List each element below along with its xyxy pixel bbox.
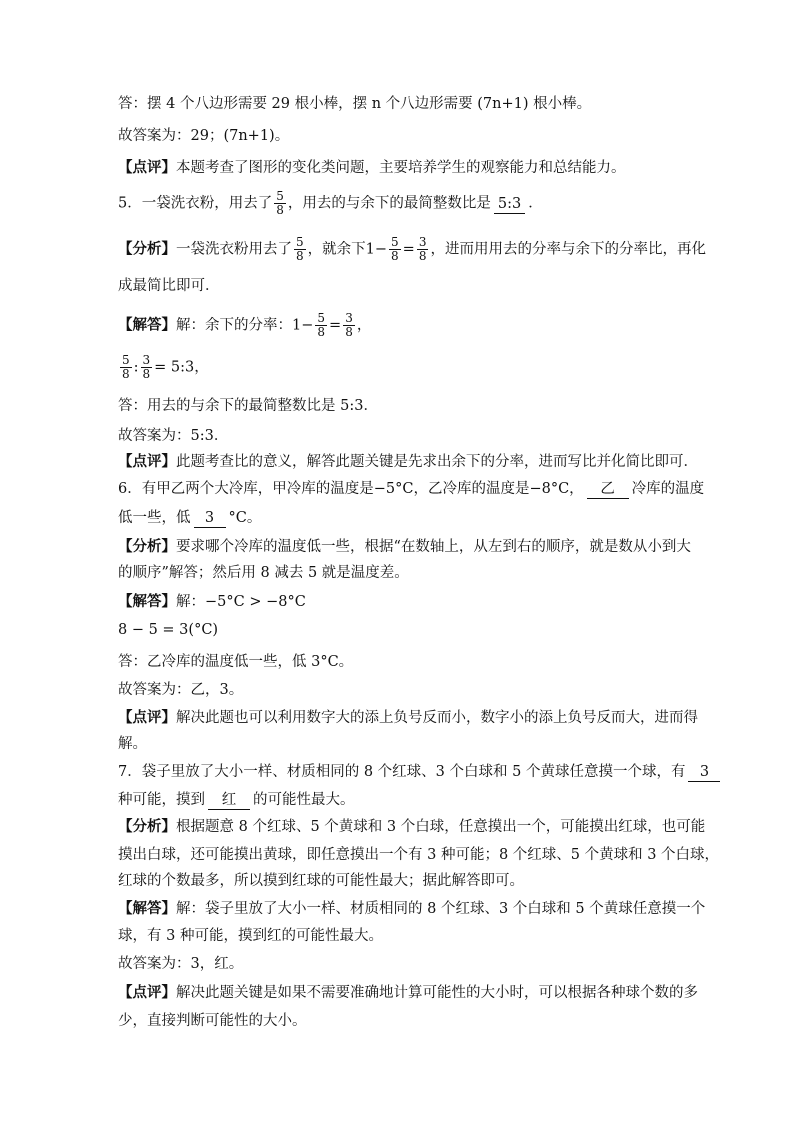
fraction: $\frac{5}{8}$ xyxy=(276,189,284,217)
answer-line: 答：摆 4 个八边形需要 29 根小棒，摆 n 个八边形需要 (7n+1) 根小棒。 xyxy=(118,96,592,112)
analysis-cont: 摸出白球，还可能摸出黄球，即任意摸出一个有 3 种可能；8 个红球、5 个黄球和 3 个白球， xyxy=(118,847,720,863)
final-answer: 故答案为：5:3． xyxy=(118,428,229,444)
answer-blank: 3 xyxy=(688,764,720,782)
analysis-cont: 的顺序”解答；然后用 8 减去 5 就是温度差。 xyxy=(118,565,409,581)
analysis: 【分析】根据题意 8 个红球、5 个黄球和 3 个白球，任意摸出一个，可能摸出红球，也可能 xyxy=(118,818,706,835)
answer-blank: 3 xyxy=(194,510,226,528)
solution: 【解答】解：袋子里放了大小一样、材质相同的 8 个红球、3 个白球和 5 个黄球任意摸一个 xyxy=(118,900,706,917)
final-answer: 故答案为：乙，3。 xyxy=(118,682,244,698)
final-answer: 故答案为：29；(7n+1)。 xyxy=(118,128,290,144)
solution-cont: 球，有 3 种可能，摸到红的可能性最大。 xyxy=(118,928,383,944)
answer-blank: 乙 xyxy=(587,481,629,499)
comment: 【点评】本题考查了图形的变化类问题，主要培养学生的观察能力和总结能力。 xyxy=(118,159,626,176)
comment: 【点评】此题考查比的意义，解答此题关键是先求出余下的分率，进而写比并化简比即可． xyxy=(118,453,698,470)
solution: 【解答】解：余下的分率：1− $\frac{5}{8}$ = $\frac{3}{8}$ ， xyxy=(118,311,372,339)
analysis-cont: 成最简比即可． xyxy=(118,278,220,294)
question-6-cont: 低一些，低 3 °C。 xyxy=(118,510,262,526)
analysis-cont: 红球的个数最多，所以摸到红球的可能性最大；据此解答即可。 xyxy=(118,873,524,889)
ratio-calc: $\frac{5}{8}$ : $\frac{3}{8}$ = 5:3， xyxy=(122,353,209,381)
solution: 【解答】解：−5°C > −8°C xyxy=(118,593,306,610)
answer-blank: 5:3 xyxy=(494,196,525,214)
comment-cont: 解。 xyxy=(118,736,147,752)
question-7: 7．袋子里放了大小一样、材质相同的 8 个红球、3 个白球和 5 个黄球任意摸一个球，有 3 xyxy=(118,762,723,782)
question-5: 5．一袋洗衣粉，用去了 $\frac{5}{8}$ ，用去的与余下的最简整数比是 5:3 ． xyxy=(118,189,543,217)
final-answer: 故答案为：3，红。 xyxy=(118,956,244,972)
question-6: 6．有甲乙两个大冷库，甲冷库的温度是−5°C，乙冷库的温度是−8°C， 乙 冷库的温度 xyxy=(118,481,705,497)
answer-line: 答：用去的与余下的最简整数比是 5:3． xyxy=(118,398,378,414)
comment: 【点评】解决此题也可以利用数字大的添上负号反而小，数字小的添上负号反而大，进而得 xyxy=(118,709,698,726)
analysis: 【分析】一袋洗衣粉用去了 $\frac{5}{8}$ ，就余下1− $\frac{5}{8}$ = $\frac{3}{8}$ ，进而用用去的分率与余下的分率比，再化 xyxy=(118,235,706,263)
comment: 【点评】解决此题关键是如果不需要准确地计算可能性的大小时，可以根据各种球个数的多 xyxy=(118,984,698,1001)
answer-blank: 红 xyxy=(208,792,250,810)
answer-line: 答：乙冷库的温度低一些，低 3°C。 xyxy=(118,654,354,670)
comment-cont: 少，直接判断可能性的大小。 xyxy=(118,1013,307,1029)
calc: 8 − 5 = 3(°C) xyxy=(118,622,219,638)
question-7-cont: 种可能，摸到 红 的可能性最大。 xyxy=(118,792,355,808)
analysis: 【分析】要求哪个冷库的温度低一些，根据“在数轴上，从左到右的顺序，就是数从小到大 xyxy=(118,538,691,555)
